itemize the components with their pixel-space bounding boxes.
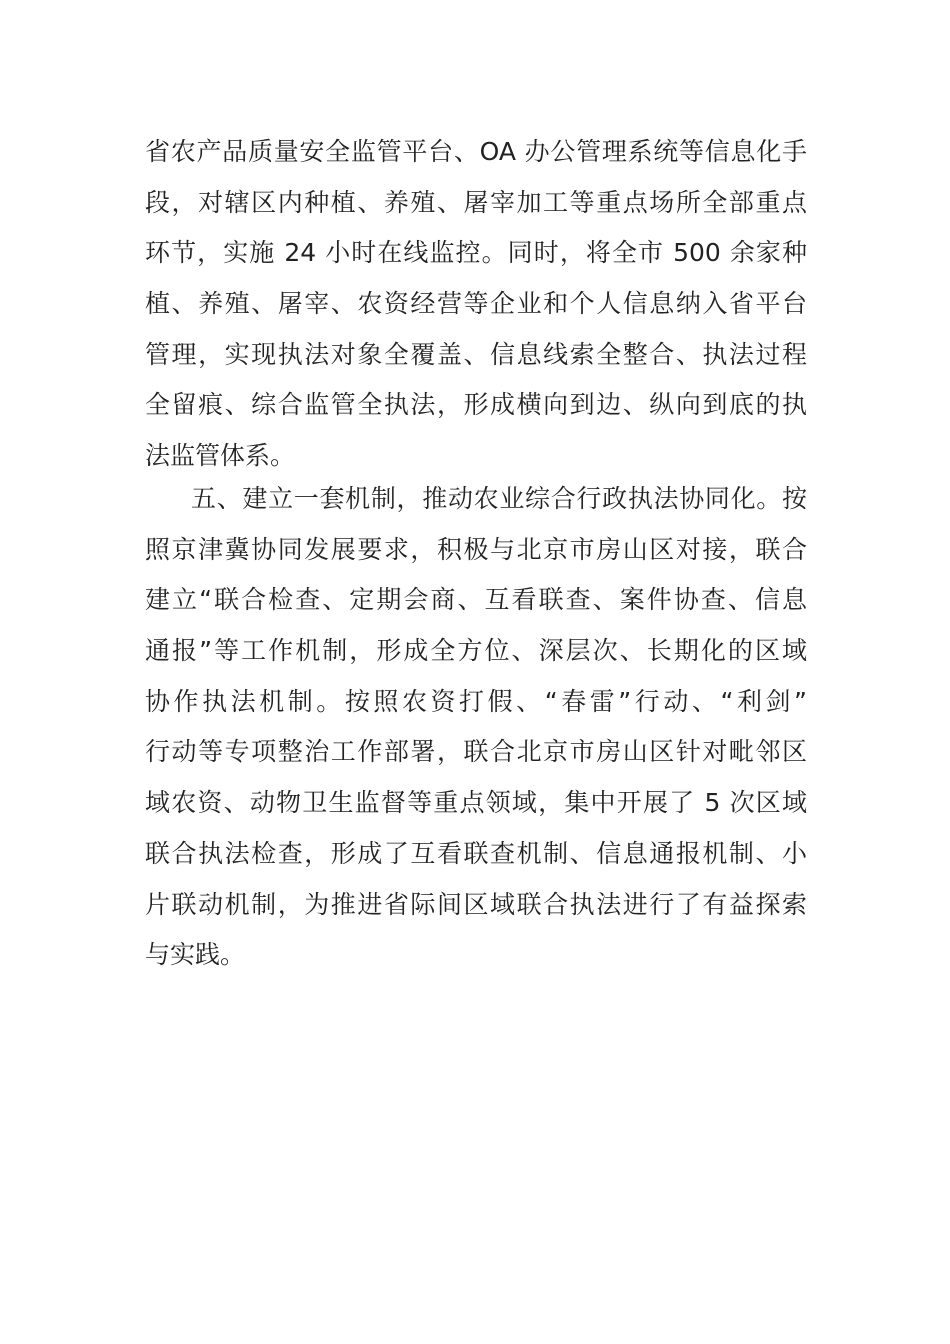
paragraph-2-line: 与实践。 [145,940,246,970]
paragraph-2 [145,474,807,981]
paragraph-2-line: 建立“联合检查、定期会商、互看联查、案件协查、信息 [145,585,807,615]
paragraph-1-line: 省农产品质量安全监管平台、OA 办公管理系统等信息化手 [145,137,807,166]
paragraph-2-line: 通报”等工作机制，形成全方位、深层次、长期化的区域 [145,636,807,666]
paragraph-1-line: 管理，实现执法对象全覆盖、信息线索全整合、执法过程 [145,339,807,369]
paragraph-1-line: 全留痕、综合监管全执法，形成横向到边、纵向到底的执 [145,390,807,420]
paragraph-1-line: 植、养殖、屠宰、农资经营等企业和个人信息纳入省平台 [145,289,807,319]
paragraph-2-line: 行动等专项整治工作部署，联合北京市房山区针对毗邻区 [145,737,807,767]
paragraph-2-line: 域农资、动物卫生监督等重点领域，集中开展了 5 次区域 [145,788,807,818]
paragraph-2-line: 片联动机制，为推进省际间区域联合执法进行了有益探索 [145,889,807,919]
paragraph-2-line: 照京津冀协同发展要求，积极与北京市房山区对接，联合 [145,534,807,564]
paragraph-2-line: 五、建立一套机制，推动农业综合行政执法协同化。按 [191,484,807,513]
paragraph-2-line: 联合执法检查，形成了互看联查机制、信息通报机制、小 [145,838,807,868]
paragraph-1-line: 段，对辖区内种植、养殖、屠宰加工等重点场所全部重点 [145,187,807,217]
paragraph-2-line: 协作执法机制。按照农资打假、“春雷”行动、“利剑” [145,686,807,716]
paragraph-1 [145,127,807,482]
paragraph-1-line: 环节，实施 24 小时在线监控。同时，将全市 500 余家种 [145,238,807,268]
paragraph-1-line: 法监管体系。 [145,441,296,471]
